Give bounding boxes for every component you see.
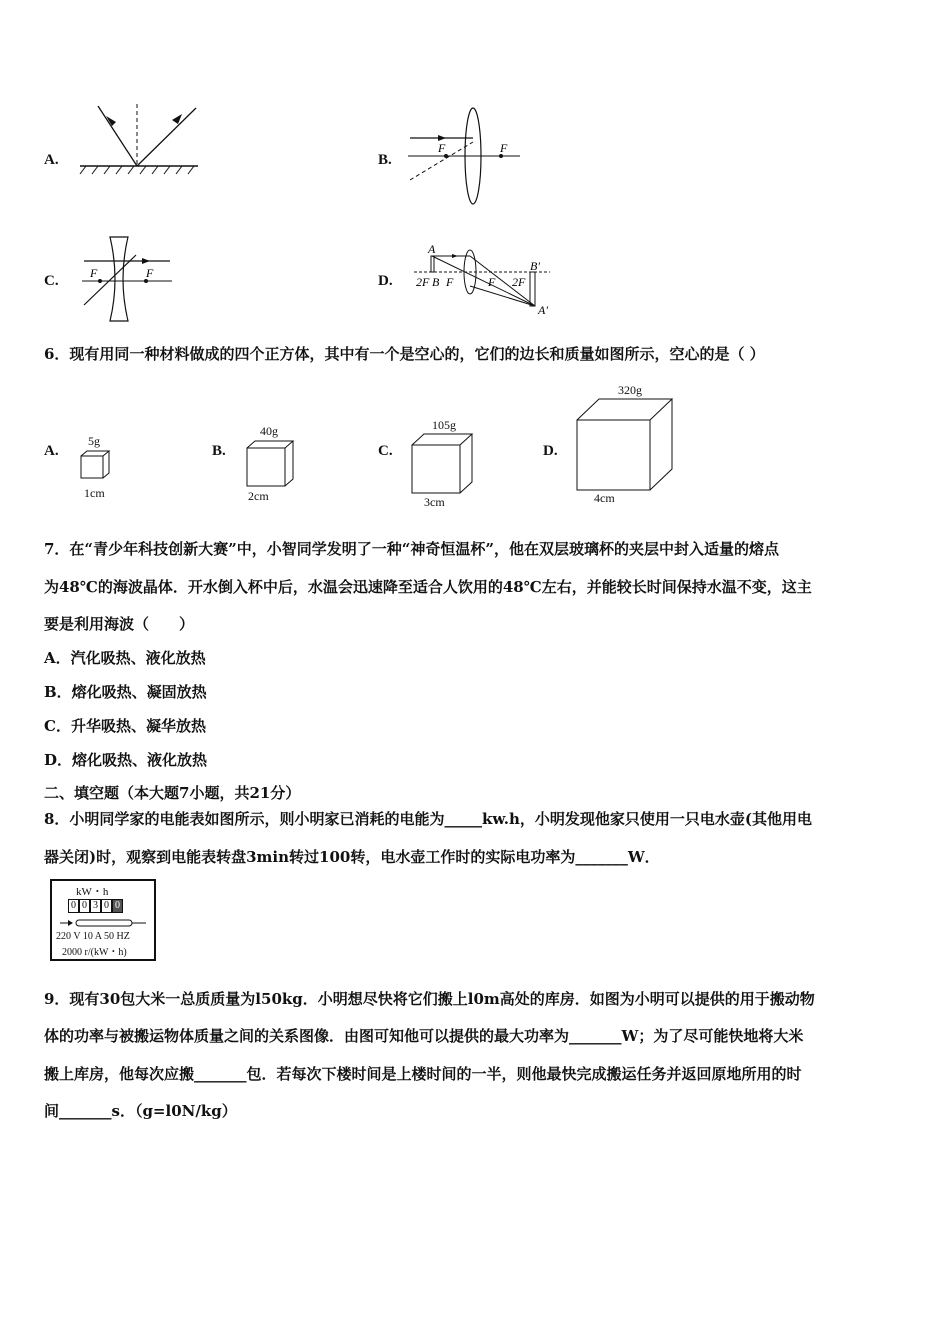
q7-line-2: 为48℃的海波晶体．开水倒入杯中后，水温会迅速降至适合人饮用的48℃左右，并能较长时间保持水温不变，这主 bbox=[44, 578, 812, 596]
q9-line-4: 间_______s．（g=l0N/kg） bbox=[44, 1102, 237, 1120]
section-2-heading: 二、填空题（本大题7小题，共21分） bbox=[44, 784, 301, 802]
image-formation-diagram bbox=[414, 242, 554, 322]
d-f-right-label: F bbox=[488, 275, 496, 289]
cube-d bbox=[576, 398, 674, 492]
q9-line-1: 9．现有30包大米一总质质量为l50kg．小明想尽快将它们搬上l0m高处的库房．如图为小明可以提供的用于搬动物 bbox=[44, 990, 815, 1008]
q5-option-c-label: C. bbox=[44, 273, 59, 289]
q7-line-1: 7．在“青少年科技创新大赛”中，小智同学发明了一种“神奇恒温杯”，他在双层玻璃杯的夹层中封入适量的熔点 bbox=[44, 540, 779, 558]
cube-b bbox=[246, 440, 294, 488]
meter-digit: 3 bbox=[90, 899, 101, 913]
convex-lens-diagram bbox=[408, 106, 520, 206]
meter-unit: kW・h bbox=[76, 886, 109, 898]
q7-option-b: B．熔化吸热、凝固放热 bbox=[44, 683, 207, 701]
cube-c-mass: 105g bbox=[432, 418, 456, 432]
c-f-right-label: F bbox=[146, 266, 154, 280]
d-2f-right-label: 2F bbox=[512, 275, 526, 289]
b-f-left-label: F bbox=[438, 141, 446, 155]
q8-line-2: 器关闭)时，观察到电能表转盘3min转过100转，电水壶工作时的实际电功率为_______W． bbox=[44, 848, 660, 866]
d-b-label: B bbox=[432, 275, 440, 289]
meter-spec-1: 220 V 10 A 50 HZ bbox=[56, 931, 130, 942]
cube-c bbox=[411, 433, 473, 495]
q7-option-c: C．升华吸热、凝华放热 bbox=[44, 717, 206, 735]
meter-digit: 0 bbox=[79, 899, 90, 913]
q5-option-b-label: B. bbox=[378, 152, 392, 168]
q6-option-b-label: B. bbox=[212, 443, 226, 459]
q6-option-d-label: D. bbox=[543, 443, 558, 459]
q7-line-3: 要是利用海波（ ） bbox=[44, 615, 195, 633]
concave-lens-diagram bbox=[82, 235, 172, 323]
q6-option-c-label: C. bbox=[378, 443, 393, 459]
meter-digit: 0 bbox=[68, 899, 79, 913]
q5-option-a-label: A. bbox=[44, 152, 59, 168]
b-f-right-label: F bbox=[500, 141, 508, 155]
q6-stem: 6．现有用同一种材料做成的四个正方体，其中有一个是空心的，它们的边长和质量如图所示，空心的是（ ） bbox=[44, 345, 765, 363]
cube-a bbox=[80, 450, 110, 480]
cube-d-mass: 320g bbox=[618, 383, 642, 397]
q7-option-d: D．熔化吸热、液化放热 bbox=[44, 751, 208, 769]
d-a-prime-label: A' bbox=[538, 303, 548, 317]
q6-option-a-label: A. bbox=[44, 443, 59, 459]
q7-option-a: A．汽化吸热、液化放热 bbox=[44, 649, 206, 667]
meter-digit: 0 bbox=[101, 899, 112, 913]
d-2f-left-label: 2F bbox=[416, 275, 430, 289]
cube-d-edge: 4cm bbox=[594, 491, 615, 505]
electric-meter bbox=[50, 879, 156, 961]
q8-line-1: 8．小明同学家的电能表如图所示，则小明家已消耗的电能为_____kw.h，小明发现他家只使用一只电水壶(其他用电 bbox=[44, 810, 812, 828]
meter-digits bbox=[68, 899, 123, 913]
q9-line-3: 搬上库房，他每次应搬_______包．若每次下楼时间是上楼时间的一半，则他最快完成搬运任务并返回原地所用的时 bbox=[44, 1065, 802, 1083]
q9-line-2: 体的功率与被搬运物体质量之间的关系图像．由图可知他可以提供的最大功率为_______W；为了尽可能快地将大米 bbox=[44, 1027, 804, 1045]
d-a-label: A bbox=[428, 242, 436, 256]
reflection-diagram bbox=[78, 100, 200, 175]
c-f-left-label: F bbox=[90, 266, 98, 280]
cube-a-mass: 5g bbox=[88, 434, 100, 448]
d-f-left-label: F bbox=[446, 275, 454, 289]
q5-option-d-label: D. bbox=[378, 273, 393, 289]
cube-b-edge: 2cm bbox=[248, 489, 269, 503]
meter-spec-2: 2000 r/(kW・h) bbox=[62, 947, 127, 958]
d-b-prime-label: B' bbox=[530, 259, 540, 273]
meter-disc-icon bbox=[60, 917, 150, 929]
cube-b-mass: 40g bbox=[260, 424, 278, 438]
meter-digit: 0 bbox=[112, 899, 123, 913]
cube-c-edge: 3cm bbox=[424, 495, 445, 509]
cube-a-edge: 1cm bbox=[84, 486, 105, 500]
